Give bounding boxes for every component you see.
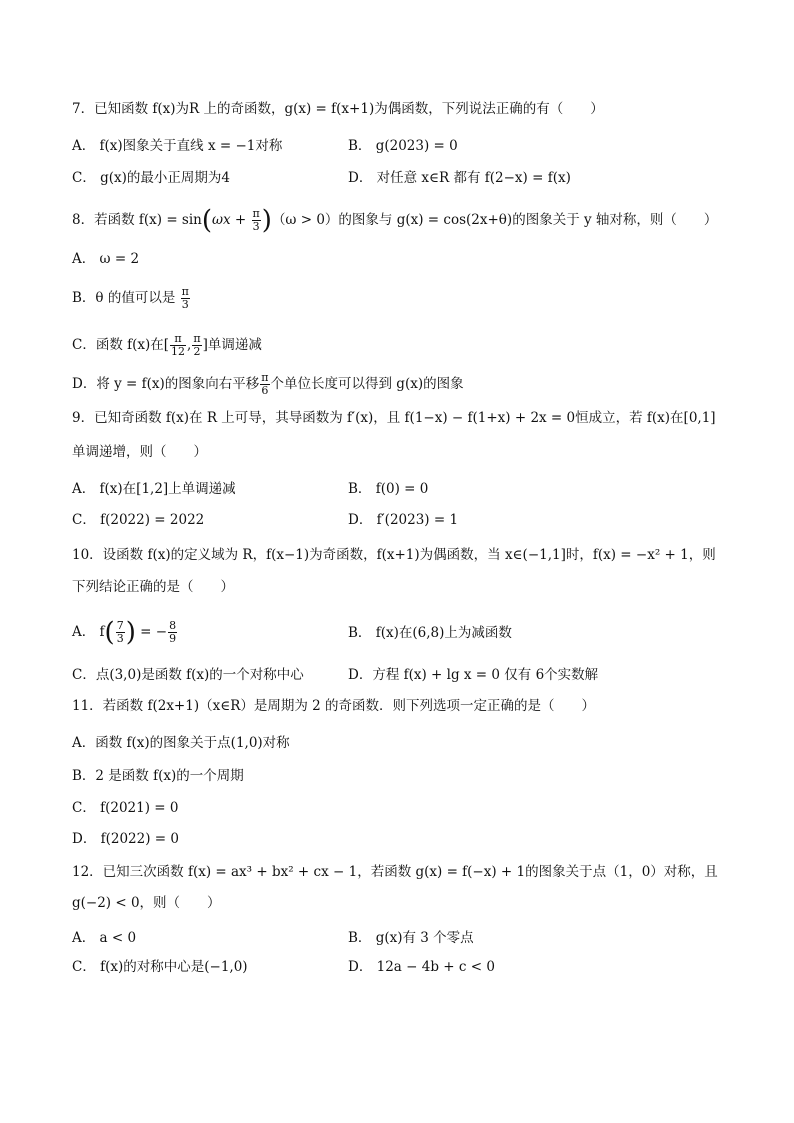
q12-option-d: D． 12a − 4b + c < 0 (348, 959, 495, 975)
q8-option-c: C．函数 f(x)在[ $\frac{\pi}{12}$ , $\frac{\pi}{2}$ ]单调递减 (72, 332, 262, 358)
omega-x: ωx (212, 212, 231, 228)
q12-option-b: B． g(x)有 3 个零点 (348, 930, 474, 946)
q10-option-a (72, 617, 178, 648)
q8-stem: 8．若函数 f(x) = sin(ωx + $\frac{\pi}{3}$ )（ω > 0）的图象与 g(x) = cos(2x+θ)的图象关于 y 轴对称，则（ ） (72, 205, 718, 236)
numerator: π (252, 207, 260, 220)
q12-stem-line1: 12．已知三次函数 f(x) = ax³ + bx² + cx − 1，若函数 g(x) = f(−x) + 1的图象关于点（1，0）对称，且 (72, 864, 718, 880)
q8-stem-part1: 8．若函数 f(x) = sin (72, 212, 202, 228)
q8-option-d-text: D．将 y = f(x)的图象向右平移 (72, 376, 260, 392)
q8-stem-part2: （ω > 0）的图象与 g(x) = cos(2x+θ)的图象关于 y 轴对称，则（ ） (271, 212, 718, 228)
q8-option-d (72, 372, 464, 397)
q11-option-a: A．函数 f(x)的图象关于点(1,0)对称 (72, 735, 290, 751)
close-paren: ) (125, 617, 136, 648)
q8-option-b (72, 286, 191, 311)
q8-option-b-text: B．θ 的值可以是 (72, 290, 176, 306)
denominator: 3 (181, 298, 189, 311)
q9-option-d: D． f′(2023) = 1 (348, 512, 459, 528)
numerator: 8 (169, 619, 177, 632)
q9-option-b: B． f(0) = 0 (348, 481, 429, 497)
q9-option-c: C． f(2022) = 2022 (72, 512, 205, 528)
numerator: π (261, 371, 269, 384)
numerator: π (181, 285, 189, 298)
q7-option-c: C． g(x)的最小正周期为4 (72, 170, 230, 186)
denominator: 6 (261, 384, 269, 397)
q11-option-c: C． f(2021) = 0 (72, 800, 179, 816)
q8-option-d-tail: 个单位长度可以得到 g(x)的图象 (270, 376, 464, 392)
q10-option-a-text: A． f (72, 624, 105, 640)
open-paren: ( (201, 205, 213, 236)
numerator: 7 (116, 619, 124, 632)
denominator: 3 (116, 632, 124, 645)
q8-option-c-text: C．函数 f(x)在[ (72, 337, 170, 353)
q8-stem-fraction (252, 208, 261, 233)
q10-option-a-fraction-2 (168, 620, 177, 645)
q12-option-a: A． a < 0 (72, 930, 137, 946)
q10-stem-line2: 下列结论正确的是（ ） (72, 579, 234, 595)
q9-stem-line1: 9．已知奇函数 f(x)在 R 上可导，其导函数为 f′(x)，且 f(1−x) − f(1+x) + 2x = 0恒成立，若 f(x)在[0,1] (72, 410, 716, 426)
q10-option-d: D．方程 f(x) + lg x = 0 仅有 6个实数解 (348, 667, 599, 683)
q12-option-c: C． f(x)的对称中心是(−1,0) (72, 959, 248, 975)
q10-option-a-fraction-1 (116, 620, 125, 645)
denominator: 2 (193, 345, 201, 358)
q8-option-c-fraction-2 (192, 333, 201, 358)
q7-stem: 7．已知函数 f(x)为R 上的奇函数，g(x) = f(x+1)为偶函数，下列说法正确的有（ ） (72, 101, 604, 117)
q8-option-c-fraction-1 (170, 333, 186, 358)
denominator: 3 (252, 220, 260, 233)
q8-option-b-fraction (181, 286, 190, 311)
q8-option-c-tail: ]单调递减 (202, 337, 262, 353)
q9-option-a: A． f(x)在[1,2]上单调递减 (72, 481, 236, 497)
q10-option-a-equals: = − (140, 624, 168, 640)
q10-stem-line1: 10．设函数 f(x)的定义域为 R，f(x−1)为奇函数，f(x+1)为偶函数，当 x∈(−1,1]时，f(x) = −x² + 1，则 (72, 547, 716, 563)
q11-stem: 11．若函数 f(2x+1)（x∈R）是周期为 2 的奇函数．则下列选项一定正确的是（ ） (72, 698, 596, 714)
close-paren: ) (261, 205, 272, 236)
q10-option-b: B． f(x)在(6,8)上为减函数 (348, 625, 512, 641)
numerator: π (170, 333, 186, 346)
q11-option-b: B．2 是函数 f(x)的一个周期 (72, 768, 244, 784)
open-paren: ( (104, 617, 115, 648)
q7-option-d: D． 对任意 x∈R 都有 f(2−x) = f(x) (348, 170, 571, 186)
q11-option-d: D． f(2022) = 0 (72, 831, 179, 847)
q8-option-a: A． ω = 2 (72, 251, 140, 267)
q7-option-b: B． g(2023) = 0 (348, 138, 458, 154)
q10-option-c: C．点(3,0)是函数 f(x)的一个对称中心 (72, 667, 304, 683)
denominator: 9 (169, 632, 177, 645)
q9-stem-line2: 单调递增，则（ ） (72, 444, 207, 460)
q8-option-d-fraction (260, 372, 269, 397)
q12-stem-line2: g(−2) < 0，则（ ） (72, 895, 221, 911)
q7-option-a: A． f(x)图象关于直线 x = −1对称 (72, 138, 283, 154)
numerator: π (193, 332, 201, 345)
denominator: 12 (171, 345, 186, 358)
